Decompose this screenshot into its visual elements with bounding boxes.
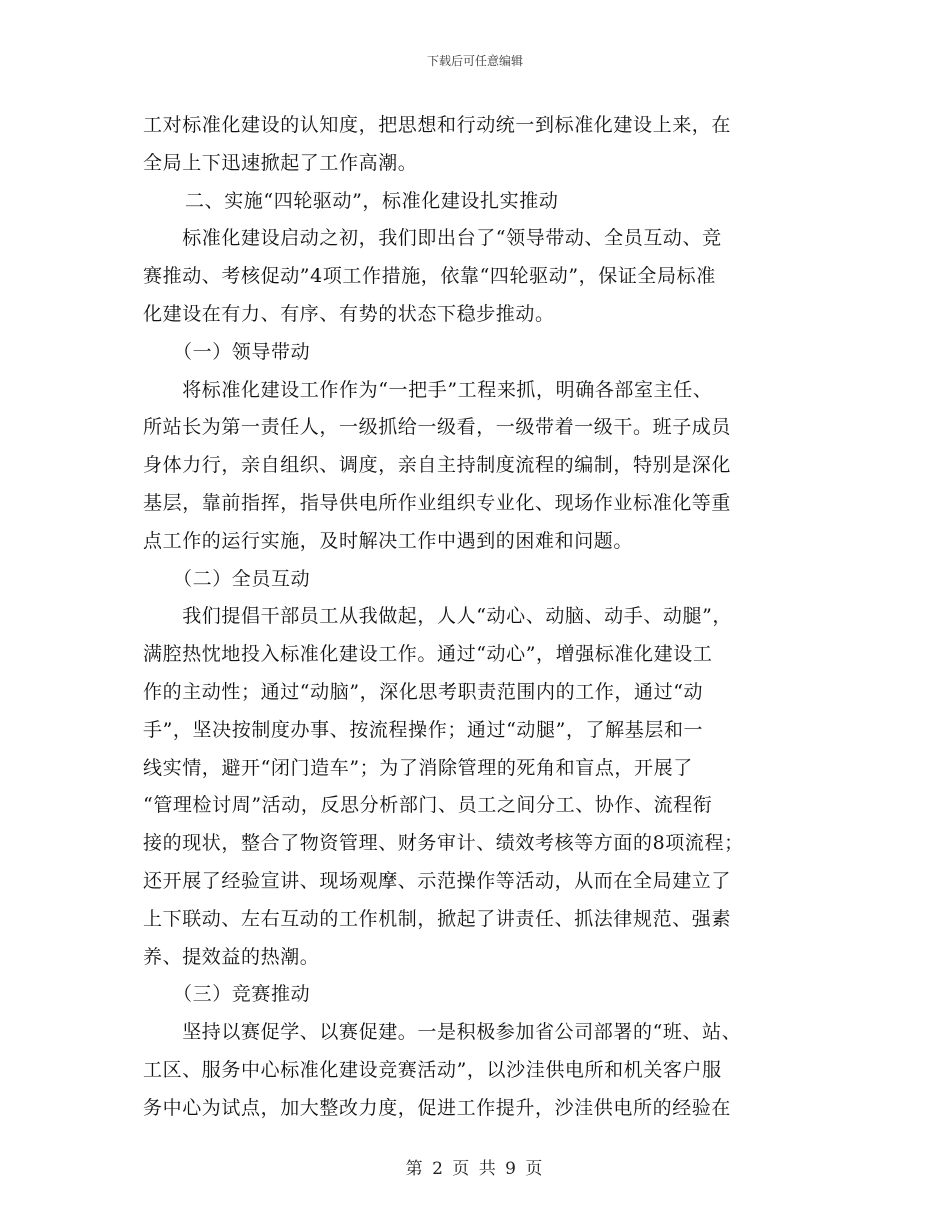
page-footer: 第 2 页 共 9 页 [405, 1159, 545, 1179]
text-line: 我们提倡干部员工从我做起，人人“动心、动脑、动手、动腿”， [143, 605, 733, 628]
text-line: 标准化建设启动之初，我们即出台了“领导带动、全员互动、竞 [143, 227, 722, 250]
text-line: 将标准化建设工作作为“一把手”工程来抓，明确各部室主任、 [143, 378, 713, 401]
text-line: 务中心为试点，加大整改力度，促进工作提升，沙洼供电所的经验在 [143, 1096, 732, 1119]
text-line: 还开展了经验宣讲、现场观摩、示范操作等活动，从而在全局建立了 [143, 869, 732, 892]
text-line: 所站长为第一责任人，一级抓给一级看，一级带着一级干。班子成员 [143, 416, 732, 439]
document-body [143, 107, 811, 1128]
page-header: 下载后可任意编辑 [426, 54, 523, 68]
text-line: 工对标准化建设的认知度，把思想和行动统一到标准化建设上来，在 [143, 114, 732, 136]
text-line: 工区、服务中心标准化建设竞赛活动”，以沙洼供电所和机关客户服 [143, 1058, 722, 1081]
section-heading: 二、实施“四轮驱动”，标准化建设扎实推动 [185, 189, 559, 212]
text-line: 坚持以赛促学、以赛促建。一是积极参加省公司部署的“班、站、 [143, 1021, 742, 1044]
text-line: 养、提效益的热潮。 [143, 945, 320, 968]
text-line: 身体力行，亲自组织、调度，亲自主持制度流程的编制，特别是深化 [143, 454, 732, 477]
subsection-heading: （一）领导带动 [173, 340, 311, 363]
text-line: 接的现状，整合了物资管理、财务审计、绩效考核等方面的8项流程； [143, 832, 744, 855]
text-line: 满腔热忱地投入标准化建设工作。通过“动心”，增强标准化建设工 [143, 643, 713, 666]
text-line: 手”，坚决按制度办事、按流程操作；通过“动腿”，了解基层和一 [143, 718, 704, 741]
text-line: 点工作的运行实施，及时解决工作中遇到的困难和问题。 [143, 529, 634, 552]
subsection-heading: （二）全员互动 [173, 567, 311, 590]
text-line: 化建设在有力、有序、有势的状态下稳步推动。 [143, 302, 555, 325]
text-line: 基层，靠前指挥，指导供电所作业组织专业化、现场作业标准化等重 [143, 491, 732, 514]
text-line: 线实情，避开“闭门造车”；为了消除管理的死角和盲点，开展了 [143, 756, 693, 779]
text-line: 全局上下迅速掀起了工作高潮。 [143, 151, 418, 174]
text-line: 上下联动、左右互动的工作机制，掀起了讲责任、抓法律规范、强素 [143, 907, 732, 930]
text-line: 作的主动性；通过“动脑”，深化思考职责范围内的工作，通过“动 [143, 680, 704, 703]
subsection-heading: （三）竞赛推动 [173, 983, 311, 1006]
text-line: “管理检讨周”活动，反思分析部门、员工之间分工、协作、流程衔 [143, 794, 713, 817]
text-line: 赛推动、考核促动”4项工作措施，依靠“四轮驱动”，保证全局标准 [143, 265, 716, 288]
